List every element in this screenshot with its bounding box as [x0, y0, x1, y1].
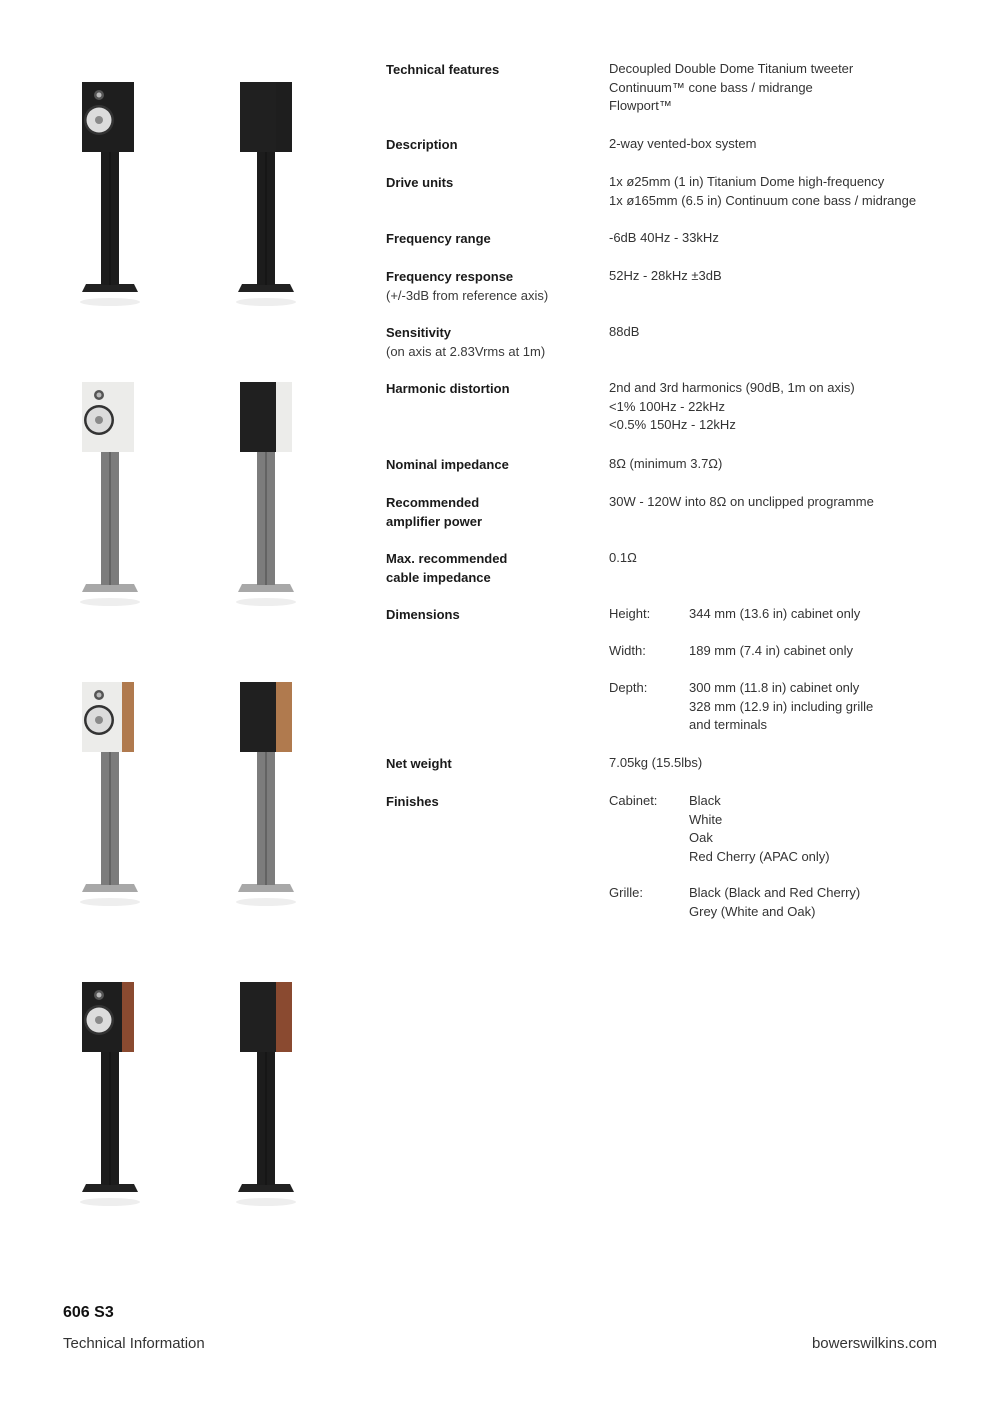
spec-line: White: [689, 811, 723, 827]
stand-pillar-groove: [109, 1051, 111, 1185]
spec-label: Sensitivity: [386, 325, 452, 340]
cabinet-grille: [240, 82, 276, 152]
spec-line: 2-way vented-box system: [609, 136, 757, 151]
spec-label: Nominal impedance: [386, 457, 509, 472]
stand-shadow: [236, 598, 296, 606]
spec-label: Frequency range: [386, 231, 491, 246]
spec-label: Finishes: [386, 794, 439, 809]
speaker-black-back-image: [234, 78, 298, 308]
spec-value: [609, 493, 969, 512]
dimension-value-height: [689, 605, 860, 624]
spec-label: Dimensions: [386, 607, 460, 622]
spec-line: 88dB: [609, 324, 640, 339]
spec-line: Flowport™: [609, 98, 672, 114]
stand-shadow: [236, 898, 296, 906]
spec-sublabel: (+/-3dB from reference axis): [386, 288, 549, 303]
spec-value: [609, 323, 969, 342]
stand-pillar-groove: [265, 151, 267, 285]
spec-sublabel: (on axis at 2.83Vrms at 1m): [386, 344, 546, 359]
tweeter-dome: [97, 93, 102, 98]
spec-line: 344 mm (13.6 in) cabinet only: [689, 606, 861, 621]
spec-line: 8Ω (minimum 3.7Ω): [609, 456, 723, 471]
spec-value: [609, 754, 969, 773]
spec-line: <0.5% 150Hz - 12kHz: [609, 417, 736, 433]
spec-line: -6dB 40Hz - 33kHz: [609, 230, 719, 245]
spec-line: 328 mm (12.9 in) including grille: [689, 698, 874, 714]
stand-pillar-groove: [109, 751, 111, 885]
spec-label: amplifier power: [386, 514, 483, 529]
stand-shadow: [80, 598, 140, 606]
spec-label: Frequency response: [386, 269, 514, 284]
spec-line: Red Cherry (APAC only): [689, 849, 830, 865]
spec-line: 1x ø25mm (1 in) Titanium Dome high-frequency: [609, 174, 885, 189]
cabinet-grille: [240, 382, 276, 452]
footer-website: bowerswilkins.com: [811, 1335, 937, 1352]
spec-line: Black: [689, 793, 721, 808]
spec-label: Recommended: [386, 495, 480, 510]
stand-shadow: [80, 1198, 140, 1206]
spec-line: 7.05kg (15.5lbs): [609, 755, 703, 770]
woofer-cap: [95, 1016, 103, 1024]
dimension-key-width: Width:: [609, 643, 646, 658]
spec-value: [609, 267, 969, 286]
stand-pillar-groove: [265, 451, 267, 585]
finish-key-grille: Grille:: [609, 885, 643, 900]
stand-pillar-groove: [265, 751, 267, 885]
cabinet-grille: [240, 682, 276, 752]
tweeter-dome: [97, 693, 102, 698]
woofer-cap: [95, 716, 103, 724]
spec-label: Technical features: [386, 62, 500, 77]
woofer-cap: [95, 116, 103, 124]
stand-base: [238, 284, 294, 292]
stand-shadow: [236, 298, 296, 306]
dimension-value-depth: [689, 679, 873, 735]
speaker-white-front-image: [78, 378, 142, 608]
spec-label: Net weight: [386, 756, 452, 771]
spec-label: Max. recommended: [386, 551, 508, 566]
dimension-key-height: Height:: [609, 606, 651, 621]
dimension-key-depth: Depth:: [609, 680, 648, 695]
cabinet-grille: [240, 982, 276, 1052]
spec-line: Grey (White and Oak): [689, 903, 816, 919]
footer-model-name: 606 S3: [63, 1304, 114, 1321]
spec-line: Continuum™ cone bass / midrange: [609, 79, 813, 95]
spec-value: [609, 379, 969, 435]
spec-value: [609, 549, 969, 568]
spec-line: <1% 100Hz - 22kHz: [609, 398, 725, 414]
stand-base: [82, 584, 138, 592]
spec-label: Drive units: [386, 175, 454, 190]
spec-value: [609, 229, 969, 248]
stand-base: [82, 884, 138, 892]
spec-line: 2nd and 3rd harmonics (90dB, 1m on axis): [609, 380, 855, 395]
stand-base: [238, 584, 294, 592]
spec-line: and terminals: [689, 717, 768, 733]
spec-line: 0.1Ω: [609, 550, 637, 565]
speaker-white-back-image: [234, 378, 298, 608]
stand-base: [238, 1184, 294, 1192]
spec-value: [609, 135, 969, 154]
finish-value-cabinet: [689, 792, 830, 867]
stand-pillar-groove: [265, 1051, 267, 1185]
spec-value: [609, 60, 969, 116]
spec-label: Harmonic distortion: [386, 381, 510, 396]
spec-value: [609, 455, 969, 474]
stand-pillar-groove: [109, 151, 111, 285]
tweeter-dome: [97, 393, 102, 398]
speaker-oak-front-image: [78, 678, 142, 908]
spec-line: Black (Black and Red Cherry): [689, 885, 861, 900]
stand-base: [238, 884, 294, 892]
tweeter-dome: [97, 993, 102, 998]
speaker-red-cherry-front-image: [78, 978, 142, 1208]
dimension-value-width: [689, 642, 853, 661]
woofer-cap: [95, 416, 103, 424]
spec-line: 189 mm (7.4 in) cabinet only: [689, 643, 854, 658]
speaker-red-cherry-back-image: [234, 978, 298, 1208]
stand-base: [82, 284, 138, 292]
spec-line: Oak: [689, 830, 713, 846]
stand-shadow: [80, 298, 140, 306]
spec-line: 1x ø165mm (6.5 in) Continuum cone bass / midrange: [609, 192, 917, 208]
stand-pillar-groove: [109, 451, 111, 585]
spec-label: cable impedance: [386, 570, 491, 585]
spec-value: [609, 173, 969, 210]
speaker-oak-back-image: [234, 678, 298, 908]
spec-line: 52Hz - 28kHz ±3dB: [609, 268, 722, 283]
spec-line: Decoupled Double Dome Titanium tweeter: [609, 61, 854, 76]
spec-label: Description: [386, 137, 458, 152]
footer-subtitle: Technical Information: [63, 1335, 205, 1352]
spec-line: 300 mm (11.8 in) cabinet only: [689, 680, 860, 695]
stand-base: [82, 1184, 138, 1192]
spec-line: 30W - 120W into 8Ω on unclipped programme: [609, 494, 874, 509]
stand-shadow: [80, 898, 140, 906]
finish-key-cabinet: Cabinet:: [609, 793, 658, 808]
speaker-black-front-image: [78, 78, 142, 308]
stand-shadow: [236, 1198, 296, 1206]
finish-value-grille: [689, 884, 860, 921]
